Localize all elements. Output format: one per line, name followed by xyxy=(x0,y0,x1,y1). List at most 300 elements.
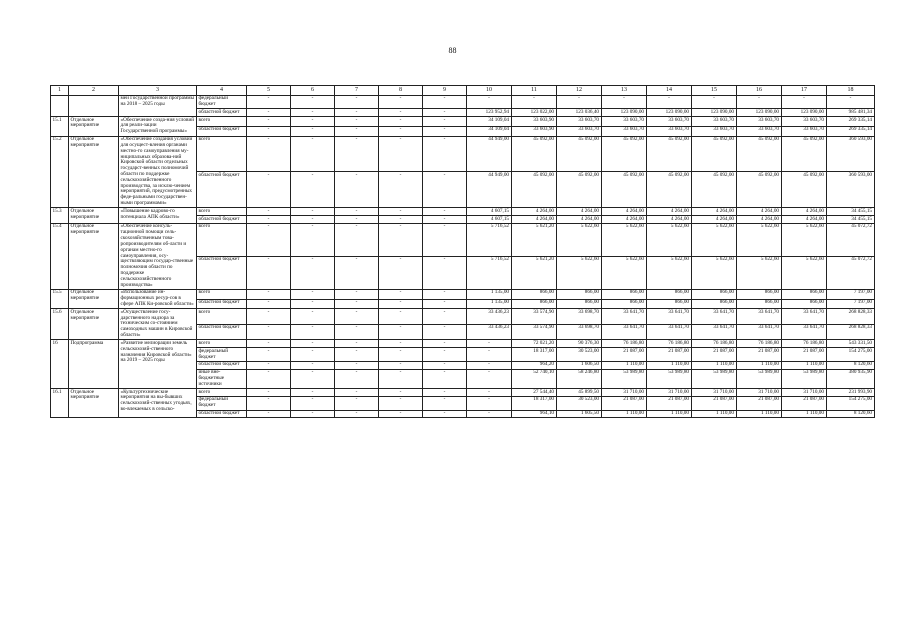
value-cell: - xyxy=(602,95,647,109)
value-cell: 33 603,70 xyxy=(557,126,602,136)
value-cell: - xyxy=(335,348,379,362)
column-number-cell: 3 xyxy=(119,86,197,96)
value-cell: 5 622,60 xyxy=(782,256,827,289)
value-cell: 4 264,00 xyxy=(512,216,557,224)
value-cell: - xyxy=(379,256,423,289)
value-cell: - xyxy=(247,95,291,109)
value-cell: 33 603,70 xyxy=(782,117,827,127)
value-cell: 866,00 xyxy=(737,289,782,299)
value-cell: - xyxy=(737,95,782,109)
value-cell: 33 698,70 xyxy=(557,324,602,340)
value-cell: 33 603,70 xyxy=(647,117,692,127)
value-cell: 58 246,80 xyxy=(557,369,602,388)
value-cell: 76 186,80 xyxy=(602,340,647,348)
value-cell: 4 264,00 xyxy=(647,208,692,216)
value-cell: 33 574,90 xyxy=(512,309,557,325)
value-cell: 53 989,80 xyxy=(782,369,827,388)
funding-source-cell: федеральный бюджет xyxy=(197,348,247,362)
value-cell: 1 110,00 xyxy=(647,410,692,418)
value-cell: 5 622,60 xyxy=(692,223,737,256)
value-cell: 33 603,70 xyxy=(602,117,647,127)
value-cell: 866,00 xyxy=(647,289,692,299)
value-cell: 866,00 xyxy=(782,289,827,299)
value-cell: 33 574,90 xyxy=(512,324,557,340)
value-cell: - xyxy=(379,95,423,109)
value-cell: 45 092,00 xyxy=(602,136,647,172)
funding-source-cell: областной бюджет xyxy=(197,410,247,418)
value-cell: - xyxy=(291,95,335,109)
value-cell: 21 087,00 xyxy=(782,348,827,362)
item-code-cell: 15.1 xyxy=(51,117,69,136)
funding-source-cell: всего xyxy=(197,223,247,256)
value-cell: - xyxy=(335,256,379,289)
value-cell: - xyxy=(247,309,291,325)
value-cell: 21 087,00 xyxy=(782,396,827,410)
value-cell: 1 110,00 xyxy=(737,410,782,418)
value-cell: 360 593,00 xyxy=(827,172,875,208)
value-cell: 21 087,00 xyxy=(647,348,692,362)
value-cell: - xyxy=(247,289,291,299)
value-cell: 34 455,15 xyxy=(827,216,875,224)
value-cell: 4 264,00 xyxy=(782,216,827,224)
value-cell: 30 523,00 xyxy=(557,348,602,362)
value-cell: - xyxy=(379,369,423,388)
value-cell: 269 335,14 xyxy=(827,117,875,127)
value-cell: - xyxy=(467,396,512,410)
value-cell: 21 087,00 xyxy=(602,396,647,410)
value-cell: 53 989,80 xyxy=(692,369,737,388)
column-number-cell: 5 xyxy=(247,86,291,96)
value-cell: 33 641,70 xyxy=(647,309,692,325)
value-cell: 8 120,60 xyxy=(827,361,875,369)
funding-source-cell: всего xyxy=(197,289,247,299)
value-cell: - xyxy=(291,109,335,117)
table-row xyxy=(51,309,875,325)
value-cell: 33 603,70 xyxy=(782,126,827,136)
value-cell: 380 935,90 xyxy=(827,369,875,388)
value-cell: - xyxy=(423,369,467,388)
value-cell: - xyxy=(291,309,335,325)
value-cell: 90 376,30 xyxy=(557,340,602,348)
value-cell: 154 275,00 xyxy=(827,396,875,410)
value-cell: 45 072,72 xyxy=(827,256,875,289)
value-cell: 1 110,00 xyxy=(647,361,692,369)
item-code-cell: 16.1 xyxy=(51,389,69,418)
value-cell: 964,10 xyxy=(512,410,557,418)
value-cell: 866,00 xyxy=(602,299,647,309)
value-cell: 1 110,00 xyxy=(782,361,827,369)
value-cell: 123 090,00 xyxy=(647,109,692,117)
value-cell: - xyxy=(291,208,335,216)
value-cell: - xyxy=(335,117,379,127)
funding-source-cell: федеральный бюджет xyxy=(197,95,247,109)
funding-source-cell: федеральный бюджет xyxy=(197,396,247,410)
item-name-cell: «Обеспечение созда-ния условий для реали-зации Государственной программы» xyxy=(119,117,197,136)
value-cell: 269 335,14 xyxy=(827,126,875,136)
value-cell: 866,00 xyxy=(782,299,827,309)
value-cell: 4 264,00 xyxy=(557,208,602,216)
funding-source-cell: областной бюджет xyxy=(197,172,247,208)
column-number-cell: 16 xyxy=(737,86,782,96)
value-cell: 4 264,00 xyxy=(692,216,737,224)
value-cell: 123 036,40 xyxy=(557,109,602,117)
value-cell: - xyxy=(557,95,602,109)
value-cell: - xyxy=(291,369,335,388)
table-row xyxy=(51,340,875,348)
value-cell: - xyxy=(423,299,467,309)
value-cell: - xyxy=(423,109,467,117)
value-cell: 31 710,00 xyxy=(692,389,737,397)
value-cell: 45 092,00 xyxy=(647,136,692,172)
value-cell: 33 603,70 xyxy=(692,117,737,127)
value-cell: - xyxy=(379,324,423,340)
value-cell: 33 641,70 xyxy=(782,309,827,325)
value-cell: 45 092,00 xyxy=(647,172,692,208)
funding-source-cell: областной бюджет xyxy=(197,109,247,117)
value-cell: - xyxy=(291,396,335,410)
column-number-cell: 11 xyxy=(512,86,557,96)
column-number-cell: 4 xyxy=(197,86,247,96)
value-cell: - xyxy=(379,299,423,309)
value-cell: 45 092,00 xyxy=(782,136,827,172)
value-cell: 45 092,00 xyxy=(512,172,557,208)
value-cell: - xyxy=(335,172,379,208)
value-cell: - xyxy=(247,208,291,216)
value-cell: - xyxy=(247,324,291,340)
value-cell: 4 264,00 xyxy=(782,208,827,216)
value-cell: 1 605,50 xyxy=(557,410,602,418)
item-name-cell: «Культуртехнические мероприятия на вы-бывших сельскохозяй-ственных угодьях, во-влекаемых в сельско- xyxy=(119,389,197,418)
value-cell: - xyxy=(467,389,512,397)
value-cell: - xyxy=(247,389,291,397)
budget-table-container xyxy=(50,85,872,640)
value-cell: - xyxy=(423,410,467,418)
value-cell: - xyxy=(291,256,335,289)
value-cell: - xyxy=(379,340,423,348)
value-cell: 31 710,00 xyxy=(647,389,692,397)
value-cell: 4 264,00 xyxy=(557,216,602,224)
value-cell: 33 603,70 xyxy=(692,126,737,136)
value-cell: 33 641,70 xyxy=(647,324,692,340)
value-cell: 53 989,80 xyxy=(602,369,647,388)
value-cell: 45 092,00 xyxy=(737,172,782,208)
value-cell: 33 641,70 xyxy=(737,324,782,340)
value-cell: 5 622,60 xyxy=(647,256,692,289)
value-cell: - xyxy=(379,208,423,216)
value-cell: 268 828,33 xyxy=(827,309,875,325)
value-cell: 72 021,20 xyxy=(512,340,557,348)
column-number-cell: 18 xyxy=(827,86,875,96)
value-cell: - xyxy=(247,369,291,388)
funding-source-cell: областной бюджет xyxy=(197,256,247,289)
value-cell: 866,00 xyxy=(512,299,557,309)
value-cell: 5 622,60 xyxy=(647,223,692,256)
value-cell: 1 135,00 xyxy=(467,289,512,299)
value-cell: 44 949,00 xyxy=(467,136,512,172)
value-cell: - xyxy=(335,95,379,109)
value-cell: 45 092,00 xyxy=(737,136,782,172)
value-cell: 45 899,50 xyxy=(557,389,602,397)
value-cell: - xyxy=(291,389,335,397)
value-cell: 5 622,60 xyxy=(602,256,647,289)
value-cell: - xyxy=(335,289,379,299)
value-cell: 231 993,90 xyxy=(827,389,875,397)
value-cell: - xyxy=(379,389,423,397)
value-cell: 76 186,80 xyxy=(737,340,782,348)
item-type-cell: Отдельное мероприятие xyxy=(69,309,119,340)
item-type-cell: Отдельное мероприятие xyxy=(69,223,119,289)
value-cell: 1 110,00 xyxy=(692,410,737,418)
item-name-cell: мей Государственной программы на 2018 – 2025 годы xyxy=(119,95,197,116)
item-type-cell: Отдельное мероприятие xyxy=(69,117,119,136)
value-cell: 44 949,00 xyxy=(467,172,512,208)
value-cell: - xyxy=(291,216,335,224)
value-cell: - xyxy=(291,126,335,136)
value-cell: 866,00 xyxy=(512,289,557,299)
funding-source-cell: всего xyxy=(197,340,247,348)
item-type-cell: Отдельное мероприятие xyxy=(69,289,119,308)
value-cell: 123 090,00 xyxy=(602,109,647,117)
funding-source-cell: всего xyxy=(197,389,247,397)
value-cell: 4 264,00 xyxy=(602,208,647,216)
column-number-cell: 17 xyxy=(782,86,827,96)
table-row xyxy=(51,223,875,256)
value-cell: 33 641,70 xyxy=(692,324,737,340)
column-number-cell: 13 xyxy=(602,86,647,96)
value-cell: - xyxy=(423,223,467,256)
value-cell: - xyxy=(335,126,379,136)
value-cell: 33 603,70 xyxy=(602,126,647,136)
value-cell: - xyxy=(423,348,467,362)
column-number-row xyxy=(51,86,875,96)
value-cell: 45 092,00 xyxy=(557,136,602,172)
value-cell: - xyxy=(467,369,512,388)
value-cell: - xyxy=(423,256,467,289)
value-cell: 76 186,80 xyxy=(692,340,737,348)
value-cell: - xyxy=(291,223,335,256)
value-cell: 21 087,00 xyxy=(692,396,737,410)
value-cell: 33 641,70 xyxy=(602,309,647,325)
value-cell: 5 622,60 xyxy=(557,256,602,289)
value-cell: 33 436,23 xyxy=(467,324,512,340)
value-cell: - xyxy=(379,216,423,224)
value-cell: 1 110,00 xyxy=(602,361,647,369)
value-cell: 33 641,70 xyxy=(782,324,827,340)
column-number-cell: 2 xyxy=(69,86,119,96)
value-cell: - xyxy=(247,172,291,208)
value-cell: 33 641,70 xyxy=(692,309,737,325)
value-cell: - xyxy=(247,136,291,172)
value-cell: 33 603,90 xyxy=(512,117,557,127)
value-cell: - xyxy=(423,340,467,348)
funding-source-cell: областной бюджет xyxy=(197,216,247,224)
value-cell: 45 092,00 xyxy=(602,172,647,208)
value-cell: - xyxy=(379,109,423,117)
funding-source-cell: областной бюджет xyxy=(197,299,247,309)
value-cell: 5 622,60 xyxy=(557,223,602,256)
item-type-cell: Отдельное мероприятие xyxy=(69,136,119,208)
value-cell: - xyxy=(335,369,379,388)
value-cell: 18 317,00 xyxy=(512,396,557,410)
value-cell: 31 710,00 xyxy=(602,389,647,397)
value-cell: - xyxy=(247,396,291,410)
table-row xyxy=(51,95,875,109)
value-cell: 34 109,04 xyxy=(467,126,512,136)
value-cell: 5 716,52 xyxy=(467,223,512,256)
value-cell: - xyxy=(379,126,423,136)
value-cell: 34 455,15 xyxy=(827,208,875,216)
value-cell: 33 641,70 xyxy=(602,324,647,340)
column-number-cell: 9 xyxy=(423,86,467,96)
value-cell: - xyxy=(467,95,512,109)
funding-source-cell: всего xyxy=(197,136,247,172)
value-cell: - xyxy=(291,136,335,172)
value-cell: - xyxy=(467,410,512,418)
value-cell: 8 120,60 xyxy=(827,410,875,418)
table-row xyxy=(51,136,875,172)
column-number-cell: 6 xyxy=(291,86,335,96)
item-type-cell: Отдельное мероприятие xyxy=(69,389,119,418)
item-name-cell: «Осуществление госу-дарственного надзора за техническим со-стоянием самоходных машин в Кировской области» xyxy=(119,309,197,340)
value-cell: - xyxy=(647,95,692,109)
column-number-cell: 1 xyxy=(51,86,69,96)
value-cell: - xyxy=(291,324,335,340)
item-name-cell: «Повышение кадрово-го потенциала АПК области» xyxy=(119,208,197,224)
value-cell: 4 264,00 xyxy=(602,216,647,224)
value-cell: 123 022,00 xyxy=(512,109,557,117)
value-cell: 33 603,70 xyxy=(737,126,782,136)
value-cell: - xyxy=(291,299,335,309)
value-cell: - xyxy=(423,309,467,325)
value-cell: 866,00 xyxy=(692,299,737,309)
value-cell: 360 593,00 xyxy=(827,136,875,172)
value-cell: - xyxy=(423,126,467,136)
value-cell: - xyxy=(335,299,379,309)
value-cell: 4 264,00 xyxy=(512,208,557,216)
value-cell: 4 264,00 xyxy=(737,208,782,216)
item-code-cell: 15.2 xyxy=(51,136,69,208)
item-type-cell: Подпрограмма xyxy=(69,340,119,389)
value-cell: 18 317,00 xyxy=(512,348,557,362)
value-cell: - xyxy=(379,410,423,418)
value-cell: 45 072,72 xyxy=(827,223,875,256)
value-cell: 27 544,40 xyxy=(512,389,557,397)
item-code-cell: 15.4 xyxy=(51,223,69,289)
value-cell: - xyxy=(247,410,291,418)
value-cell: 268 828,33 xyxy=(827,324,875,340)
value-cell: - xyxy=(335,208,379,216)
value-cell: - xyxy=(423,389,467,397)
value-cell: - xyxy=(335,389,379,397)
value-cell: 33 603,70 xyxy=(737,117,782,127)
value-cell: 7 197,00 xyxy=(827,299,875,309)
column-number-cell: 14 xyxy=(647,86,692,96)
value-cell: - xyxy=(291,289,335,299)
item-type-cell xyxy=(69,95,119,116)
funding-source-cell: иные вне-бюджетные источники xyxy=(197,369,247,388)
budget-table xyxy=(50,85,875,418)
value-cell: - xyxy=(335,410,379,418)
value-cell: - xyxy=(379,289,423,299)
value-cell: - xyxy=(379,348,423,362)
value-cell: - xyxy=(291,410,335,418)
value-cell: 33 603,70 xyxy=(647,126,692,136)
value-cell: - xyxy=(335,136,379,172)
value-cell: - xyxy=(247,223,291,256)
value-cell: 5 622,60 xyxy=(737,256,782,289)
value-cell: - xyxy=(423,289,467,299)
value-cell: 123 090,00 xyxy=(737,109,782,117)
value-cell: 4 607,15 xyxy=(467,208,512,216)
value-cell: - xyxy=(423,361,467,369)
value-cell: - xyxy=(335,216,379,224)
value-cell: - xyxy=(247,340,291,348)
value-cell: 33 603,90 xyxy=(512,126,557,136)
item-code-cell: 15.6 xyxy=(51,309,69,340)
page-number: 88 xyxy=(448,46,457,55)
value-cell: - xyxy=(379,172,423,208)
value-cell: 964,20 xyxy=(512,361,557,369)
value-cell: - xyxy=(423,95,467,109)
value-cell: - xyxy=(291,117,335,127)
value-cell: 5 621,20 xyxy=(512,223,557,256)
value-cell: - xyxy=(467,340,512,348)
value-cell: 21 087,00 xyxy=(602,348,647,362)
value-cell: 4 264,00 xyxy=(692,208,737,216)
value-cell: 45 092,00 xyxy=(782,172,827,208)
value-cell: 34 109,04 xyxy=(467,117,512,127)
value-cell: 4 264,00 xyxy=(737,216,782,224)
column-number-cell: 8 xyxy=(379,86,423,96)
value-cell: 53 989,80 xyxy=(647,369,692,388)
item-code-cell xyxy=(51,95,69,116)
funding-source-cell: всего xyxy=(197,208,247,216)
item-name-cell: «Обеспечение консуль-тационной помощи сель-скохозяйственным това-ропроизводителям об-ласти и органам местно-го самоуправления, осу-ществляющим государ-ственные полномочия области по поддержке сельскохозяйственного производства» xyxy=(119,223,197,289)
column-number-cell: 12 xyxy=(557,86,602,96)
table-row xyxy=(51,289,875,299)
value-cell: 30 523,00 xyxy=(557,396,602,410)
value-cell: 123 090,00 xyxy=(692,109,737,117)
value-cell: 21 087,00 xyxy=(737,396,782,410)
item-code-cell: 15.5 xyxy=(51,289,69,308)
value-cell: 866,00 xyxy=(602,289,647,299)
value-cell: - xyxy=(335,324,379,340)
value-cell: - xyxy=(335,361,379,369)
value-cell: 21 087,00 xyxy=(737,348,782,362)
value-cell: - xyxy=(291,172,335,208)
value-cell: 5 622,60 xyxy=(782,223,827,256)
value-cell: 1 110,00 xyxy=(737,361,782,369)
value-cell: - xyxy=(379,396,423,410)
value-cell: - xyxy=(423,208,467,216)
value-cell: 866,00 xyxy=(647,299,692,309)
value-cell: 31 710,00 xyxy=(737,389,782,397)
value-cell: 45 092,00 xyxy=(557,172,602,208)
value-cell: 866,00 xyxy=(557,289,602,299)
column-number-cell: 10 xyxy=(467,86,512,96)
value-cell: - xyxy=(335,223,379,256)
value-cell: 21 087,00 xyxy=(692,348,737,362)
value-cell: - xyxy=(247,126,291,136)
value-cell: 45 092,00 xyxy=(512,136,557,172)
value-cell: - xyxy=(379,136,423,172)
value-cell: - xyxy=(423,136,467,172)
value-cell: - xyxy=(335,309,379,325)
value-cell: 5 622,60 xyxy=(737,223,782,256)
value-cell: 4 607,15 xyxy=(467,216,512,224)
value-cell: 53 989,80 xyxy=(737,369,782,388)
value-cell: - xyxy=(423,117,467,127)
